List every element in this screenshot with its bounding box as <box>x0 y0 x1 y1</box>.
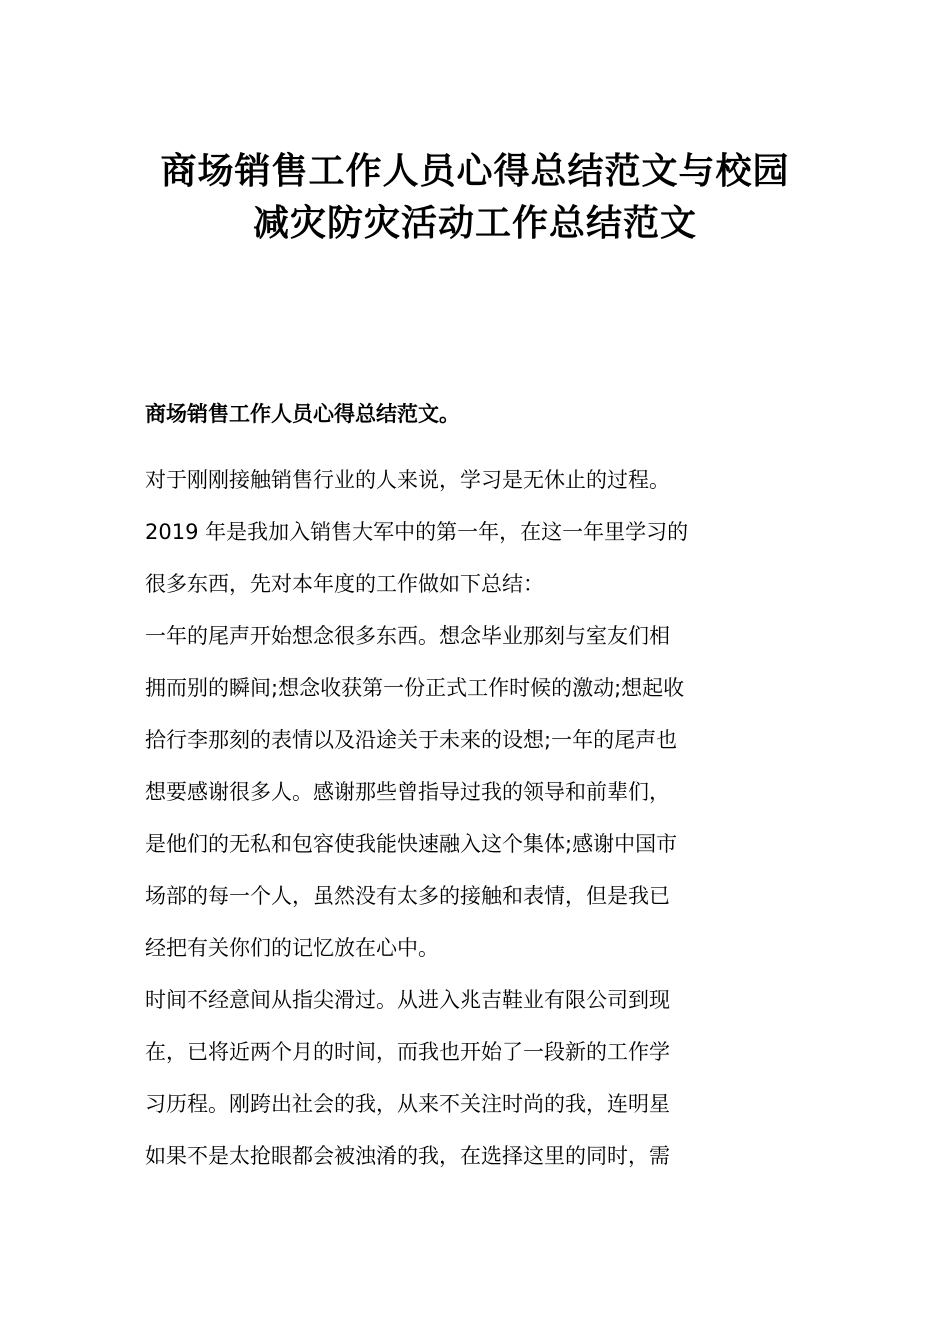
text-line: 是他们的无私和包容使我能快速融入这个集体;感谢中国市 <box>145 832 678 856</box>
section-heading: 商场销售工作人员心得总结范文。 <box>145 402 460 426</box>
text-line: 拾行李那刻的表情以及沿途关于未来的设想;一年的尾声也 <box>145 728 678 752</box>
text-line: 拥而别的瞬间;想念收获第一份正式工作时候的激动;想起收 <box>145 676 685 700</box>
text-line: 2019 年是我加入销售大军中的第一年，在这一年里学习的 <box>145 520 689 544</box>
text-line: 场部的每一个人，虽然没有太多的接触和表情，但是我已 <box>145 884 670 908</box>
title-line: 商场销售工作人员心得总结范文与校园 <box>160 150 790 192</box>
text-line: 想要感谢很多人。感谢那些曾指导过我的领导和前辈们， <box>145 780 670 804</box>
document-title <box>130 145 820 249</box>
paragraph <box>145 610 805 974</box>
text-line: 一年的尾声开始想念很多东西。想念毕业那刻与室友们相 <box>145 624 670 648</box>
paragraph <box>145 454 805 610</box>
text-line: 习历程。刚跨出社会的我，从来不关注时尚的我，连明星 <box>145 1092 670 1116</box>
text-line: 很多东西，先对本年度的工作做如下总结： <box>145 572 544 596</box>
text-line: 如果不是太抢眼都会被浊淆的我，在选择这里的同时，需 <box>145 1144 670 1168</box>
text-line: 在，已将近两个月的时间，而我也开始了一段新的工作学 <box>145 1040 670 1064</box>
text-line: 经把有关你们的记忆放在心中。 <box>145 936 439 960</box>
text-line: 对于刚刚接触销售行业的人来说，学习是无休止的过程。 <box>145 468 670 492</box>
text-line: 时间不经意间从指尖滑过。从进入兆吉鞋业有限公司到现 <box>145 988 670 1012</box>
title-line: 减灾防灾活动工作总结范文 <box>252 202 697 244</box>
paragraph <box>145 974 805 1182</box>
